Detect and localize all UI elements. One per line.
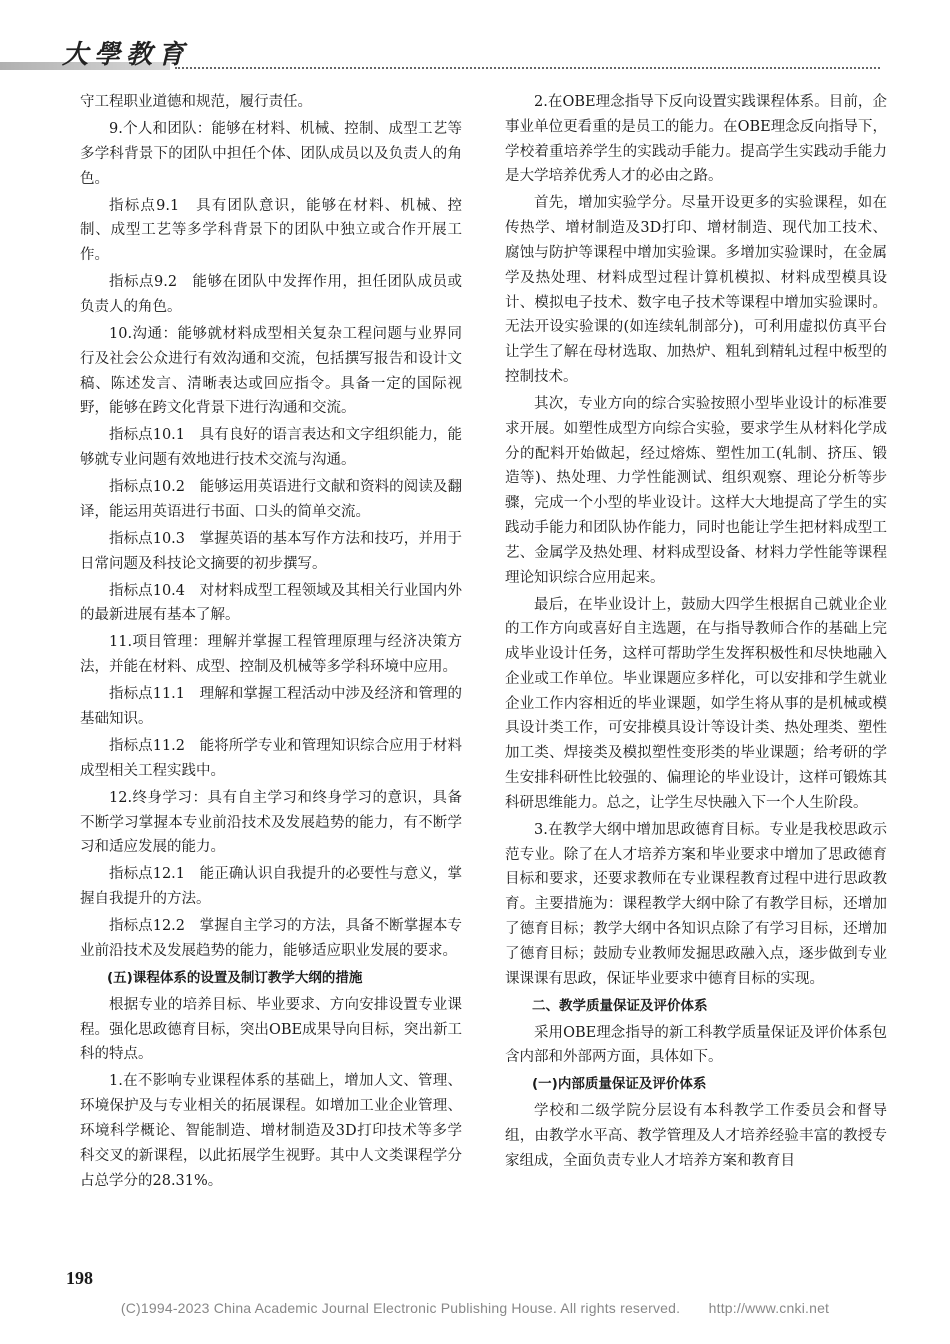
paragraph: 指标点10.3 掌握英语的基本写作方法和技巧，并用于日常问题及科技论文摘要的初步撰写。 bbox=[80, 530, 462, 572]
right-column bbox=[505, 90, 887, 1176]
paragraph: 根据专业的培养目标、毕业要求、方向安排设置专业课程。强化思政德育目标，突出OBE成果导向目标，突出新工科的特点。 bbox=[80, 996, 462, 1063]
paragraph: 指标点12.2 掌握自主学习的方法，具备不断掌握本专业前沿技术及发展趋势的能力，能够适应职业发展的要求。 bbox=[80, 918, 462, 959]
section-heading: 二、教学质量保证及评价体系 bbox=[532, 997, 708, 1014]
paragraph: 12.终身学习：具有自主学习和终身学习的意识，具备不断学习掌握本专业前沿技术及发展趋势的能力，有不断学习和适应发展的能力。 bbox=[80, 789, 462, 856]
paragraph: 11.项目管理：理解并掌握工程管理原理与经济决策方法，并能在材料、成型、控制及机械等多学科环境中应用。 bbox=[80, 634, 462, 676]
paragraph: 最后，在毕业设计上，鼓励大四学生根据自己就业企业的工作方向或喜好自主选题，在与指导教师合作的基础上完成毕业设计任务，这样可帮助学生发挥积极性和尽快地融入企业或工作单位。毕业课题应多样化，可以安排和学生就业企业工作内容相近的毕业课题，如学生将从事的是机械或模具设计类工作，可安排模具设计等设计类、热处理类、塑性加工类、焊接类及模拟塑性变形类的毕业课题；给考研的学生安排科研性比较强的、偏理论的毕业设计，这样可锻炼其科研思维能力。总之，让学生尽快融入下一个人生阶段。 bbox=[505, 596, 887, 811]
paragraph: 3.在教学大纲中增加思政德育目标。专业是我校思政示范专业。除了在人才培养方案和毕业要求中增加了思政德育目标和要求，还要求教师在专业课程教育过程中进行思政教育。主要措施为：课程教学大纲中除了有教学目标，还增加了德育目标；教学大纲中各知识点除了有学习目标，还增加了德育目标；鼓励专业教师发掘思政融入点，逐步做到专业课课课有思政，保证毕业要求中德育目标的实现。 bbox=[505, 821, 887, 987]
paragraph: 学校和二级学院分层设有本科教学工作委员会和督导组，由教学水平高、教学管理及人才培养经验丰富的教授专家组成，全面负责专业人才培养方案和教育目 bbox=[505, 1103, 887, 1169]
paragraph: 1.在不影响专业课程体系的基础上，增加人文、管理、环境保护及与专业相关的拓展课程。如增加工业企业管理、环境科学概论、智能制造、增材制造及3D打印技术等多学科交叉的新课程，以此拓展学生视野。其中人文类课程学分占总学分的28.31%。 bbox=[80, 1073, 462, 1189]
paragraph: 其次，专业方向的综合实验按照小型毕业设计的标准要求开展。如塑性成型方向综合实验，要求学生从材料化学成分的配料开始做起，经过熔炼、塑性加工(轧制、挤压、锻造等)、热处理、力学性能测试、组织观察、理论分析等步骤，完成一个小型的毕业设计。这样大大地提高了学生的实践动手能力和团队协作能力，同时也能让学生把材料成型工艺、金属学及热处理、材料成型设备、材料力学性能等课程理论知识综合应用起来。 bbox=[505, 395, 887, 586]
paragraph: 指标点11.2 能将所学专业和管理知识综合应用于材料成型相关工程实践中。 bbox=[80, 737, 462, 779]
copyright-footer: (C)1994-2023 China Academic Journal Electronic Publishing House. All rights reserved. http://www.cnki.net bbox=[120, 1300, 830, 1316]
paragraph: 2.在OBE理念指导下反向设置实践课程体系。目前，企事业单位更看重的是员工的能力。在OBE理念反向指导下，学校着重培养学生的实践动手能力。提高学生实践动手能力是大学培养优秀人才的必由之路。 bbox=[505, 94, 887, 185]
paragraph: 指标点10.1 具有良好的语言表达和文字组织能力，能够就专业问题有效地进行技术交流与沟通。 bbox=[80, 427, 462, 469]
paragraph: 采用OBE理念指导的新工科教学质量保证及评价体系包含内部和外部两方面，具体如下。 bbox=[505, 1024, 887, 1066]
left-column bbox=[80, 90, 462, 1196]
paragraph: 10.沟通：能够就材料成型相关复杂工程问题与业界同行及社会公众进行有效沟通和交流，包括撰写报告和设计文稿、陈述发言、清晰表达或回应指令。具备一定的国际视野，能够在跨文化背景下进行沟通和交流。 bbox=[80, 325, 462, 417]
page-number: 198 bbox=[66, 1268, 93, 1288]
paragraph: 首先，增加实验学分。尽量开设更多的实验课程，如在传热学、增材制造及3D打印、增材制造、现代加工技术、腐蚀与防护等课程中增加实验课。多增加实验课时，在金属学及热处理、材料成型过程计算机模拟、材料成型模具设计、模拟电子技术、数字电子技术等课程中增加实验课时。无法开设实验课的(如连续轧制部分)，可利用虚拟仿真平台让学生了解在母材选取、加热炉、粗轧到精轧过程中板型的控制技术。 bbox=[505, 195, 887, 385]
paragraph: 指标点10.2 能够运用英语进行文献和资料的阅读及翻译，能运用英语进行书面、口头的简单交流。 bbox=[80, 479, 462, 520]
paragraph: 指标点9.1 具有团队意识，能够在材料、机械、控制、成型工艺等多学科背景下的团队中独立或合作开展工作。 bbox=[80, 197, 462, 264]
paragraph: 9.个人和团队：能够在材料、机械、控制、成型工艺等多学科背景下的团队中担任个体、团队成员以及负责人的角色。 bbox=[80, 120, 462, 187]
paragraph: 指标点11.1 理解和掌握工程活动中涉及经济和管理的基础知识。 bbox=[80, 686, 462, 727]
paragraph: 指标点12.1 能正确认识自我提升的必要性与意义，掌握自我提升的方法。 bbox=[80, 866, 462, 908]
header-dotted-rule bbox=[175, 67, 880, 69]
section-heading: (五)课程体系的设置及制订教学大纲的措施 bbox=[107, 969, 363, 986]
paragraph: 守工程职业道德和规范，履行责任。 bbox=[80, 94, 312, 110]
paragraph: 指标点10.4 对材料成型工程领域及其相关行业国内外的最新进展有基本了解。 bbox=[80, 582, 462, 624]
journal-logo: 大學教育 bbox=[62, 40, 191, 70]
section-heading: (一)内部质量保证及评价体系 bbox=[532, 1076, 707, 1093]
paragraph: 指标点9.2 能够在团队中发挥作用，担任团队成员或负责人的角色。 bbox=[80, 274, 462, 315]
